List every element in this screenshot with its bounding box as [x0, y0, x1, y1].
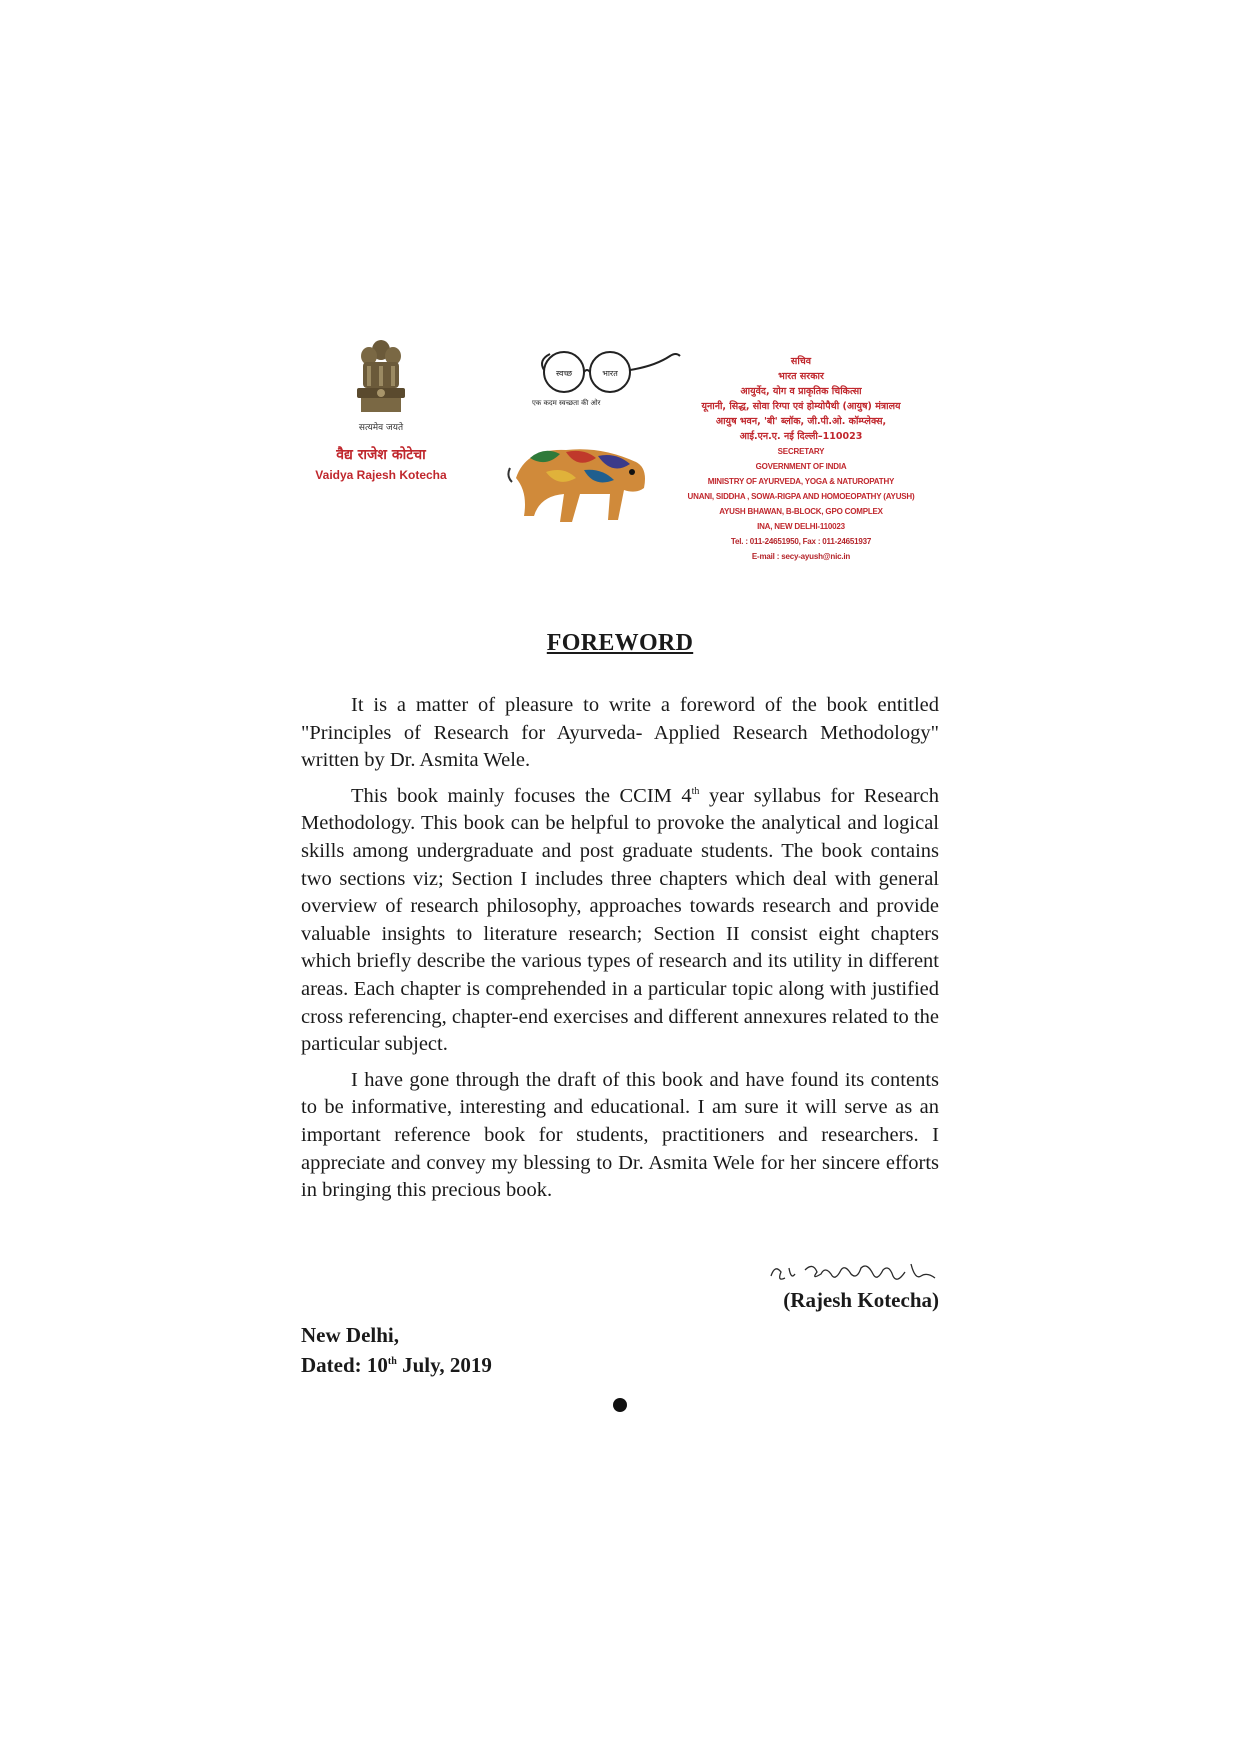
ordinal-suffix: th: [691, 785, 700, 797]
address-hindi-line: यूनानी, सिद्ध, सोवा रिग्पा एवं होम्योपैथी (आयुष) मंत्रालय: [701, 401, 901, 412]
signatory-name: (Rajesh Kotecha): [783, 1288, 939, 1312]
paragraph-2: [301, 783, 939, 1059]
address-english-line: UNANI, SIDDHA , SOWA-RIGPA AND HOMOEOPATHY (AYUSH): [687, 492, 915, 501]
swachh-left-text: स्वच्छ: [555, 369, 573, 378]
make-in-india-lion-icon: [506, 428, 656, 528]
name-hindi: वैद्य राजेश कोटेचा: [336, 447, 426, 463]
place: New Delhi,: [301, 1323, 399, 1347]
address-phone-line: Tel. : 011-24651950, Fax : 011-24651937: [730, 537, 872, 546]
page-title: FOREWORD: [546, 630, 694, 656]
paragraph-3: I have gone through the draft of this book and have found its contents to be informative, interesting and educational. I am sure it will serve as an important reference book for students, practitioners and researchers. I appreciate and convey my blessing to Dr. Asmita Wele for her sincere efforts in bringing this precious book.: [301, 1068, 939, 1202]
address-english-line: SECRETARY: [777, 447, 825, 456]
foreword-body: [301, 692, 939, 1213]
paragraph-1: It is a matter of pleasure to write a foreword of the book entitled "Principles of Research for Ayurveda- Applied Research Methodology" written by Dr. Asmita Wele.: [301, 694, 939, 772]
address-email-line: E-mail : secy-ayush@nic.in: [751, 552, 851, 561]
address-english-line: GOVERNMENT OF INDIA: [755, 462, 847, 471]
date-ordinal-suffix: th: [387, 1356, 397, 1367]
name-english: Vaidya Rajesh Kotecha: [315, 468, 447, 482]
address-hindi-line: आयुर्वेद, योग व प्राकृतिक चिकित्सा: [740, 386, 862, 397]
national-emblem-icon: [349, 336, 413, 418]
address-hindi-line: भारत सरकार: [778, 371, 824, 382]
address-hindi-line: सचिव: [790, 356, 812, 367]
letterhead: [296, 330, 946, 600]
address-english-line: INA, NEW DELHI-110023: [757, 522, 845, 531]
swachh-caption: एक कदम स्वच्छता की ओर: [532, 399, 601, 407]
handwritten-signature: [765, 1254, 945, 1290]
address-hindi-line: आई.एन.ए. नई दिल्ली–110023: [739, 431, 863, 442]
paragraph-2-rest: year syllabus for Research Methodology. This book can be helpful to provoke the analytical and logical skills among undergraduate and post graduate students. The book contains two sections viz; Section I includes three chapters which deal with general overview of research philosophy, approaches towards research and provide valuable insights to literature research; Section II consist eight chapters which briefly describe the various types of research and its utility in different areas. Each chapter is comprehended in a particular topic along with justified cross referencing, chapter-end exercises and different annexures related to the particular subject.: [301, 784, 939, 1056]
national-motto: सत्यमेव जयते: [358, 423, 404, 433]
address-hindi-line: आयुष भवन, 'बी' ब्लॉक, जी.पी.ओ. कॉम्प्लेक्स,: [715, 416, 887, 427]
swachh-right-text: भारत: [602, 369, 618, 378]
place-and-date: [301, 1320, 492, 1380]
paragraph-2-start: This book mainly focuses the CCIM 4: [351, 784, 692, 807]
emblem-block: [296, 330, 466, 482]
address-english-line: AYUSH BHAWAN, B-BLOCK, GPO COMPLEX: [719, 507, 883, 516]
date-suffix: July, 2019: [396, 1353, 492, 1377]
date: [301, 1350, 492, 1380]
office-address: [656, 354, 946, 564]
address-english-line: MINISTRY OF AYURVEDA, YOGA & NATUROPATHY: [707, 477, 895, 486]
date-prefix: Dated: 10: [301, 1353, 388, 1377]
page-bullet-marker: [613, 1398, 627, 1412]
